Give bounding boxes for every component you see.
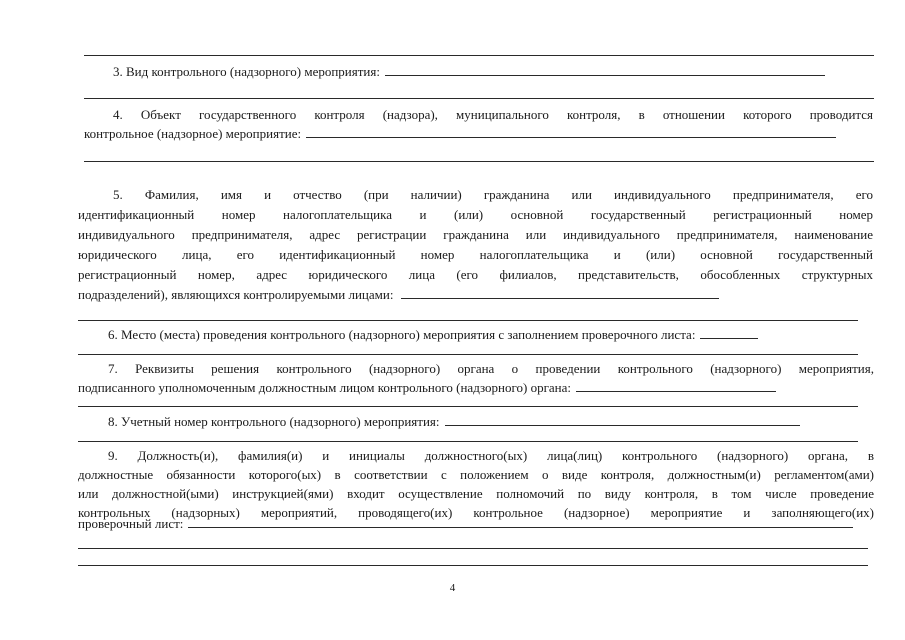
blank-line bbox=[78, 406, 858, 407]
item-7-line-2 bbox=[78, 380, 776, 396]
fill-in-field[interactable] bbox=[445, 414, 800, 426]
fill-in-field[interactable] bbox=[306, 126, 836, 138]
blank-line bbox=[78, 354, 858, 355]
item-4-line-1: 4. Объект государственного контроля (надзора), муниципального контроля, в отношении которого проводится bbox=[113, 107, 873, 122]
item-8 bbox=[108, 414, 800, 430]
blank-line bbox=[84, 55, 874, 56]
fill-in-field[interactable] bbox=[576, 380, 776, 392]
item-3-text: 3. Вид контрольного (надзорного) мероприятия: bbox=[113, 64, 380, 79]
blank-line bbox=[78, 320, 858, 321]
fill-in-field[interactable] bbox=[700, 327, 758, 339]
item-7-text: подписанного уполномоченным должностным лицом контрольного (надзорного) органа: bbox=[78, 380, 572, 395]
item-8-text: 8. Учетный номер контрольного (надзорного) мероприятия: bbox=[108, 414, 440, 429]
item-4-line-2 bbox=[84, 126, 836, 142]
blank-line bbox=[78, 548, 868, 549]
item-5-line-3: индивидуального предпринимателя, адрес регистрации гражданина или индивидуального предпринимателя, наименование bbox=[78, 227, 873, 242]
item-5-line-1: 5. Фамилия, имя и отчество (при наличии) гражданина или индивидуального предпринимателя, его bbox=[113, 187, 873, 202]
item-9-text: проверочный лист: bbox=[78, 516, 184, 531]
blank-line bbox=[78, 441, 858, 442]
blank-line bbox=[84, 98, 874, 99]
item-7-line-1: 7. Реквизиты решения контрольного (надзорного) органа о проведении контрольного (надзорного) мероприятия, bbox=[108, 361, 874, 376]
item-6-text: 6. Место (места) проведения контрольного (надзорного) мероприятия с заполнением проверочного листа: bbox=[108, 327, 696, 342]
item-5-line-5: регистрационный номер, адрес юридического лица (его филиалов, представительств, обособленных структурных bbox=[78, 267, 873, 282]
item-6 bbox=[108, 327, 758, 343]
item-9-line-3: или должностной(ыми) инструкцией(ями) входит осуществление полномочий по виду контроля, в том числе проведение bbox=[78, 486, 874, 501]
item-4-text: контрольное (надзорное) мероприятие: bbox=[84, 126, 302, 141]
fill-in-field[interactable] bbox=[188, 516, 853, 528]
item-5-text: подразделений), являющихся контролируемыми лицами: bbox=[78, 287, 394, 302]
fill-in-field[interactable] bbox=[401, 287, 719, 299]
item-5-line-6 bbox=[78, 287, 719, 303]
page-number: 4 bbox=[449, 582, 456, 594]
blank-line bbox=[78, 565, 868, 566]
blank-line bbox=[84, 161, 874, 162]
item-5-line-4: юридического лица, его идентификационный номер налогоплательщика и (или) основной государственный bbox=[78, 247, 873, 262]
item-9-line-1: 9. Должность(и), фамилия(и) и инициалы должностного(ых) лица(лиц) контрольного (надзорного) органа, в bbox=[108, 448, 874, 463]
item-3 bbox=[113, 64, 825, 80]
fill-in-field[interactable] bbox=[385, 64, 825, 76]
item-5-line-2: идентификационный номер налогоплательщика и (или) основной государственный регистрационный номер bbox=[78, 207, 873, 222]
item-9-line-4: контрольных (надзорных) мероприятий, проводящего(их) контрольное (надзорное) мероприятие и заполняющего(их) bbox=[78, 505, 874, 520]
item-9-line-2: должностные обязанности которого(ых) в соответствии с положением о виде контроля, должностным(и) регламентом(ами) bbox=[78, 467, 874, 482]
item-9-line-5 bbox=[78, 516, 853, 532]
